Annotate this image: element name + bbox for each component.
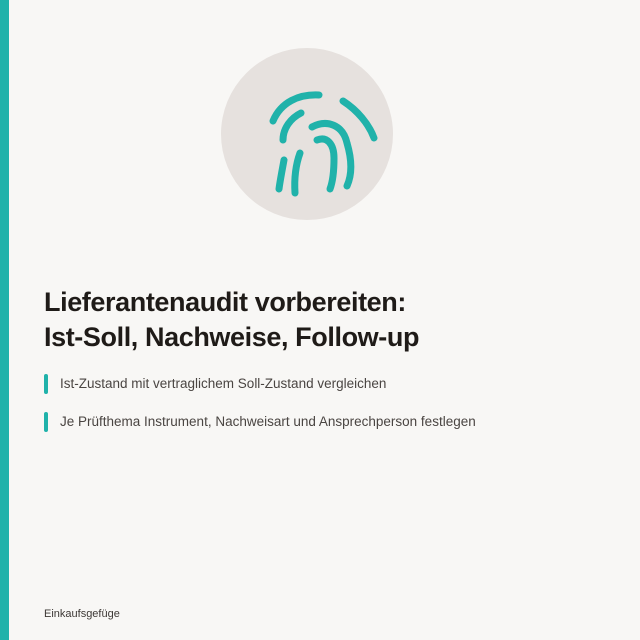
bullet-item-2	[44, 411, 624, 433]
fingerprint-icon	[221, 48, 393, 220]
title-line-1: Lieferantenaudit vorbereiten:	[44, 287, 406, 317]
bullet-text: Ist-Zustand mit vertraglichem Soll-Zustand vergleichen	[60, 376, 387, 391]
bullet-item-1	[44, 373, 624, 395]
bullet-list	[44, 373, 624, 449]
left-accent-bar	[0, 0, 9, 640]
bullet-marker	[44, 412, 48, 432]
bullet-marker	[44, 374, 48, 394]
page-title	[44, 285, 604, 355]
hero-icon-circle	[221, 48, 393, 220]
footer-brand: Einkaufsgefüge	[44, 608, 120, 620]
bullet-text: Je Prüfthema Instrument, Nachweisart und Ansprechperson festlegen	[60, 414, 476, 429]
title-line-2: Ist-Soll, Nachweise, Follow-up	[44, 322, 420, 352]
